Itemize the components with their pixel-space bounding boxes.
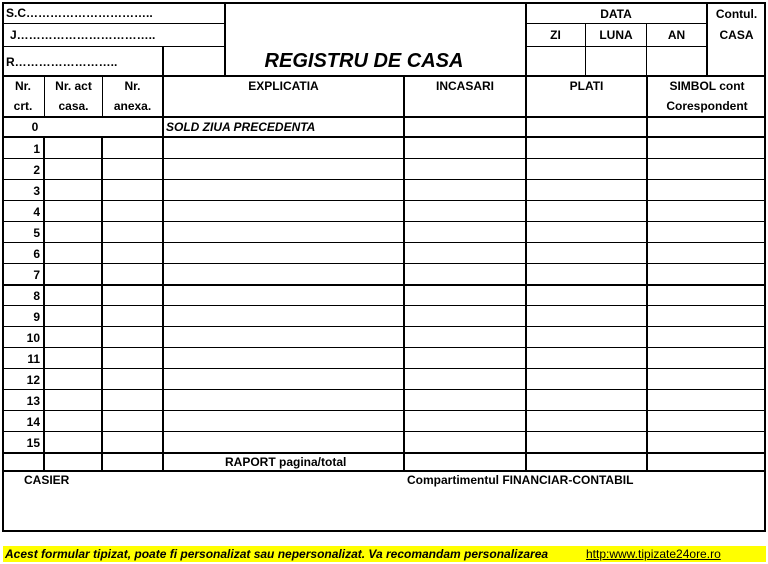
rule	[2, 410, 766, 411]
month-label: LUNA	[599, 28, 633, 42]
document-title: REGISTRU DE CASA	[264, 50, 464, 72]
rule	[2, 242, 766, 243]
year-label: AN	[667, 28, 686, 42]
rule	[2, 46, 224, 47]
rule	[2, 284, 766, 286]
rule	[646, 75, 648, 470]
rule	[525, 75, 527, 470]
rule	[43, 136, 45, 470]
rule	[101, 136, 103, 470]
rule	[526, 23, 706, 24]
row-number: 6	[33, 247, 40, 261]
rule	[2, 158, 766, 159]
column-explicatia: EXPLICATIA	[248, 79, 319, 93]
column-incasari: INCASARI	[435, 79, 494, 93]
financial-department-label: Compartimentul FINANCIAR-CONTABIL	[407, 473, 634, 487]
fiscal-code-field: R……………………..	[6, 55, 118, 69]
row-number: 12	[26, 373, 40, 387]
rule	[2, 136, 766, 138]
rule	[2, 75, 766, 77]
rule	[2, 452, 766, 454]
row-number: 11	[27, 352, 40, 366]
rule	[2, 326, 766, 327]
row-number: 5	[33, 226, 40, 240]
column-simbol-line2: Corespondent	[666, 99, 748, 113]
promo-banner-text: Acest formular tipizat, poate fi personalizat sau nepersonalizat. Va recomandam personalizarea	[5, 547, 549, 561]
raport-label: RAPORT pagina/total	[225, 455, 347, 469]
rule	[2, 23, 224, 24]
row-number: 10	[26, 331, 40, 345]
row-number: 13	[26, 394, 40, 408]
rule	[2, 116, 766, 118]
row-number: 2	[33, 163, 40, 177]
column-nr-anexa: Nr.	[124, 79, 141, 93]
rule	[2, 221, 766, 222]
rule	[2, 263, 766, 264]
row-number: 8	[33, 289, 40, 303]
account-value: CASA	[719, 28, 754, 42]
row-number: 4	[33, 205, 40, 219]
day-label: ZI	[550, 28, 561, 42]
rule	[526, 46, 706, 47]
column-nr-act-line2: casa.	[58, 99, 89, 113]
rule	[2, 200, 766, 201]
rule	[2, 347, 766, 348]
row-number: 3	[33, 184, 40, 198]
rule	[2, 470, 766, 472]
date-label: DATA	[600, 7, 632, 21]
sold-row-number: 0	[31, 120, 39, 134]
rule	[403, 75, 405, 470]
row-number: 9	[33, 310, 40, 324]
registration-number-field: J……………………………..	[10, 28, 156, 42]
column-nr-act: Nr. act	[55, 79, 92, 93]
row-number: 15	[26, 436, 40, 450]
rule	[2, 179, 766, 180]
account-label: Contul.	[715, 7, 758, 21]
column-simbol: SIMBOL cont	[669, 79, 745, 93]
rule	[2, 368, 766, 369]
column-plati: PLATI	[569, 79, 604, 93]
rule	[162, 46, 164, 470]
column-nr-crt: Nr.	[14, 79, 31, 93]
column-nr-crt-line2: crt.	[13, 99, 33, 113]
company-name-field: S.C…………………………..	[6, 6, 153, 20]
sold-row-label: SOLD ZIUA PRECEDENTA	[166, 120, 316, 134]
row-number: 14	[26, 415, 40, 429]
rule	[2, 305, 766, 306]
website-link[interactable]: http:www.tipizate24ore.ro	[586, 547, 721, 561]
rule	[2, 431, 766, 432]
cashier-signature-label: CASIER	[24, 473, 70, 487]
row-number: 7	[33, 268, 40, 282]
row-number: 1	[33, 142, 40, 156]
column-nr-anexa-line2: anexa.	[113, 99, 152, 113]
rule	[2, 389, 766, 390]
